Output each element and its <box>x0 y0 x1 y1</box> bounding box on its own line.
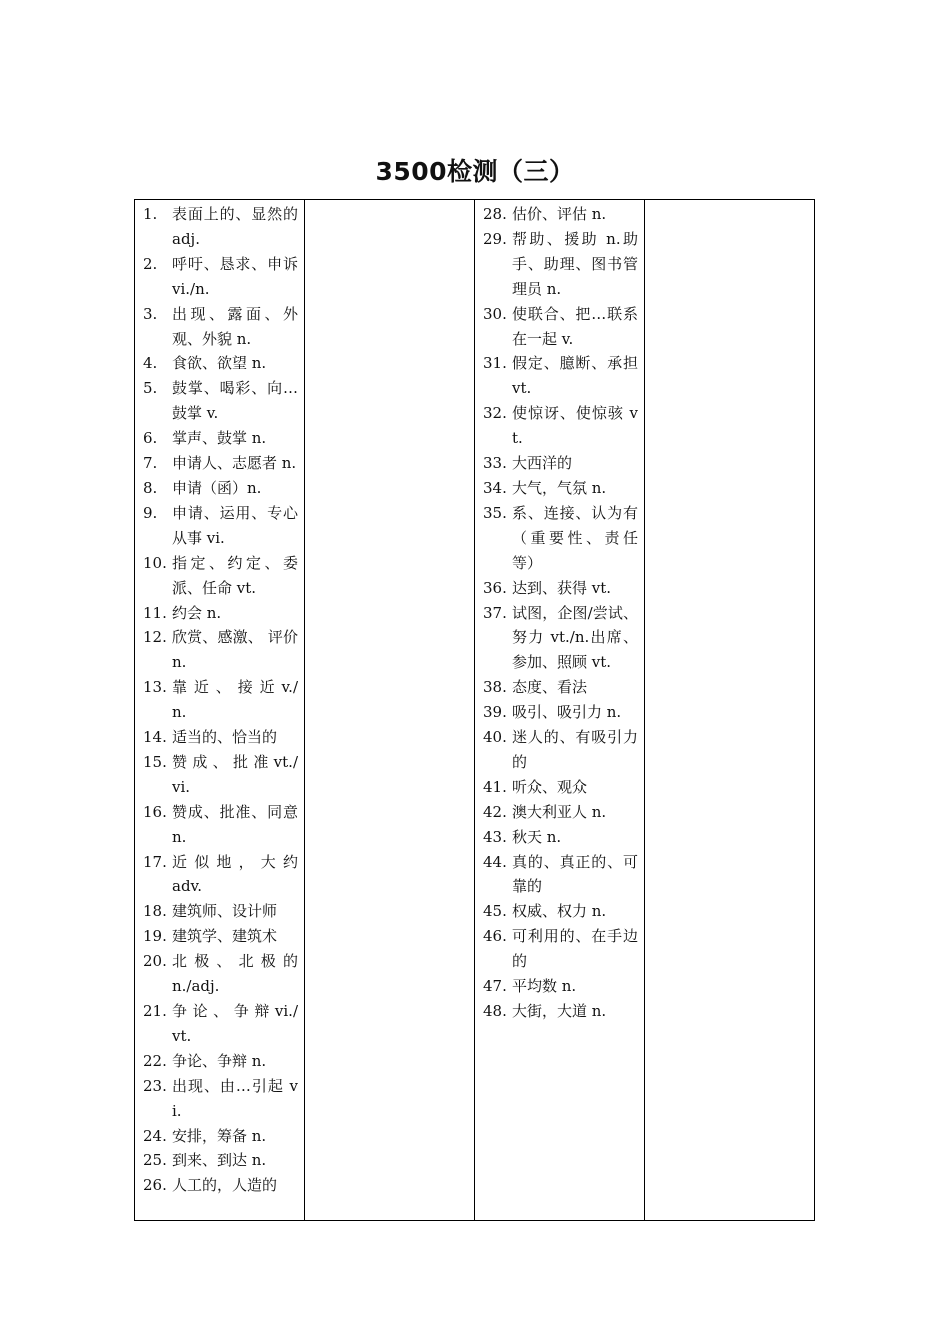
item-number: 36. <box>483 578 507 597</box>
list-item <box>135 949 304 999</box>
item-text: 争 论 、 争 辩 vi./vt. <box>172 1002 298 1045</box>
list-item <box>135 202 304 252</box>
item-text: 欣赏、感激、 评价 n. <box>172 628 298 672</box>
item-number: 1. <box>143 205 158 223</box>
item-text: 赞 成 、 批 准 vt./vi. <box>172 752 298 796</box>
item-number: 9. <box>143 503 158 522</box>
list-item <box>135 252 304 302</box>
right-word-list <box>475 200 644 1024</box>
list-item <box>135 302 304 352</box>
list-item <box>475 825 644 850</box>
left-word-column <box>135 200 305 1221</box>
item-text: 秋天 n. <box>512 827 562 846</box>
item-number: 33. <box>483 454 507 473</box>
item-number: 2. <box>143 254 158 273</box>
item-number: 48. <box>483 1002 507 1020</box>
item-text: 出现、露面、外观、外貌 n. <box>172 304 298 348</box>
item-number: 31. <box>483 354 507 373</box>
list-item <box>135 1074 304 1124</box>
list-item <box>135 899 304 924</box>
item-number: 24. <box>143 1126 167 1145</box>
list-item <box>135 750 304 800</box>
item-text: 大西洋的 <box>512 454 573 473</box>
list-item <box>135 675 304 725</box>
list-item <box>475 202 644 227</box>
vocabulary-table <box>134 199 815 1221</box>
item-number: 18. <box>143 902 167 921</box>
list-item <box>475 924 644 974</box>
item-text: 澳大利亚人 n. <box>512 802 607 821</box>
item-number: 7. <box>143 454 158 473</box>
item-number: 44. <box>483 852 507 871</box>
item-text: 可利用的、在手边的 <box>512 927 638 971</box>
item-number: 22. <box>143 1051 167 1070</box>
item-text: 申请人、志愿者 n. <box>172 454 297 473</box>
item-number: 46. <box>483 927 507 946</box>
item-text: 达到、获得 vt. <box>512 578 612 597</box>
item-number: 8. <box>143 478 158 497</box>
item-number: 13. <box>143 678 167 697</box>
item-text: 指定、约定、委派、任命 vt. <box>172 553 298 597</box>
item-number: 39. <box>483 703 507 722</box>
item-text: 到来、到达 n. <box>172 1151 267 1170</box>
item-number: 20. <box>143 952 167 971</box>
list-item <box>135 451 304 476</box>
item-text: 适当的、恰当的 <box>172 728 278 747</box>
item-text: 靠 近 、 接 近 v./n. <box>172 678 298 722</box>
item-text: 使惊讶、使惊骇 vt. <box>512 404 638 448</box>
list-item <box>135 426 304 451</box>
list-item <box>475 576 644 601</box>
item-text: 申请（函）n. <box>172 478 262 497</box>
item-number: 37. <box>483 603 507 622</box>
item-text: 吸引、吸引力 n. <box>512 703 622 722</box>
list-item <box>475 850 644 900</box>
item-number: 34. <box>483 478 507 497</box>
item-text: 权威、权力 n. <box>512 902 607 921</box>
list-item <box>135 351 304 376</box>
item-number: 43. <box>483 827 507 846</box>
item-text: 近 似 地 ， 大 约 adv. <box>172 852 298 896</box>
left-answer-column[interactable] <box>305 200 475 1221</box>
list-item <box>475 999 644 1024</box>
item-number: 28. <box>483 205 507 223</box>
list-item <box>475 302 644 352</box>
item-text: 大气，气氛 n. <box>512 478 607 497</box>
item-text: 安排，筹备 n. <box>172 1126 267 1145</box>
item-number: 38. <box>483 678 507 697</box>
item-text: 使联合、把…联系在一起 v. <box>512 304 638 348</box>
list-item <box>135 501 304 551</box>
item-text: 约会 n. <box>172 603 222 622</box>
item-text: 大街，大道 n. <box>512 1002 607 1020</box>
item-text: 真的、真正的、可靠的 <box>512 852 638 896</box>
item-number: 25. <box>143 1151 167 1170</box>
item-number: 15. <box>143 752 167 771</box>
item-text: 申请、运用、专心从事 vi. <box>172 503 298 547</box>
item-number: 21. <box>143 1002 167 1020</box>
list-item <box>135 601 304 626</box>
item-number: 42. <box>483 802 507 821</box>
list-item <box>135 551 304 601</box>
item-number: 16. <box>143 802 167 821</box>
item-number: 47. <box>483 977 507 996</box>
item-text: 迷人的、有吸引力的 <box>512 728 638 771</box>
list-item <box>135 625 304 675</box>
item-number: 19. <box>143 927 167 946</box>
list-item <box>475 601 644 676</box>
item-number: 32. <box>483 404 507 423</box>
list-item <box>475 451 644 476</box>
left-word-list <box>135 200 304 1198</box>
item-text: 态度、看法 <box>512 678 588 697</box>
item-text: 平均数 n. <box>512 977 577 996</box>
list-item <box>475 974 644 999</box>
item-text: 呼吁、恳求、申诉 vi./n. <box>172 254 298 298</box>
item-text: 出现、由…引起 vi. <box>172 1076 298 1120</box>
list-item <box>135 1148 304 1173</box>
item-text: 争论、争辩 n. <box>172 1051 267 1070</box>
list-item <box>475 351 644 401</box>
item-number: 10. <box>143 553 167 572</box>
item-text: 人工的，人造的 <box>172 1176 278 1195</box>
item-text: 帮助、援助 n.助手、助理、图书管理员 n. <box>512 229 638 298</box>
list-item <box>135 476 304 501</box>
item-number: 26. <box>143 1176 167 1195</box>
item-number: 17. <box>143 852 167 871</box>
list-item <box>475 800 644 825</box>
item-number: 12. <box>143 628 167 647</box>
list-item <box>475 401 644 451</box>
list-item <box>135 850 304 900</box>
right-word-column <box>475 200 645 1221</box>
list-item <box>135 1124 304 1149</box>
right-answer-column[interactable] <box>645 200 815 1221</box>
item-text: 估价、评估 n. <box>512 205 607 223</box>
item-number: 35. <box>483 503 507 522</box>
list-item <box>135 924 304 949</box>
item-text: 北 极 、 北 极 的 n./adj. <box>172 952 298 996</box>
item-text: 鼓掌、喝彩、向…鼓掌 v. <box>172 379 298 423</box>
item-number: 29. <box>483 229 507 248</box>
item-text: 食欲、欲望 n. <box>172 354 267 373</box>
item-number: 3. <box>143 304 158 323</box>
item-text: 系、连接、认为有（重要性、责任等） <box>512 503 638 572</box>
item-text: 赞成、批准、同意 n. <box>172 802 298 846</box>
list-item <box>475 899 644 924</box>
item-text: 试图，企图/尝试、努力 vt./n.出席、参加、照顾 vt. <box>512 603 638 672</box>
list-item <box>475 725 644 775</box>
item-number: 40. <box>483 728 507 747</box>
item-number: 5. <box>143 379 158 398</box>
table-row <box>135 200 815 1221</box>
item-text: 掌声、鼓掌 n. <box>172 429 267 448</box>
list-item <box>135 376 304 426</box>
item-number: 41. <box>483 777 507 796</box>
item-text: 听众、观众 <box>512 777 588 796</box>
list-item <box>135 1173 304 1198</box>
list-item <box>135 725 304 750</box>
list-item <box>475 227 644 302</box>
list-item <box>135 1049 304 1074</box>
item-number: 14. <box>143 728 167 747</box>
item-text: 建筑学、建筑术 <box>172 927 278 946</box>
item-number: 23. <box>143 1076 167 1095</box>
item-number: 45. <box>483 902 507 921</box>
item-text: 假定、臆断、承担 vt. <box>512 354 638 398</box>
page-title: 3500检测（三） <box>375 157 575 186</box>
list-item <box>475 675 644 700</box>
item-text: 表面上的、显然的 adj. <box>172 205 298 248</box>
item-number: 11. <box>143 603 167 622</box>
item-text: 建筑师、设计师 <box>172 902 278 921</box>
list-item <box>135 800 304 850</box>
item-number: 6. <box>143 429 158 448</box>
list-item <box>135 999 304 1049</box>
item-number: 4. <box>143 354 158 373</box>
item-number: 30. <box>483 304 507 323</box>
list-item <box>475 700 644 725</box>
list-item <box>475 501 644 576</box>
list-item <box>475 476 644 501</box>
list-item <box>475 775 644 800</box>
